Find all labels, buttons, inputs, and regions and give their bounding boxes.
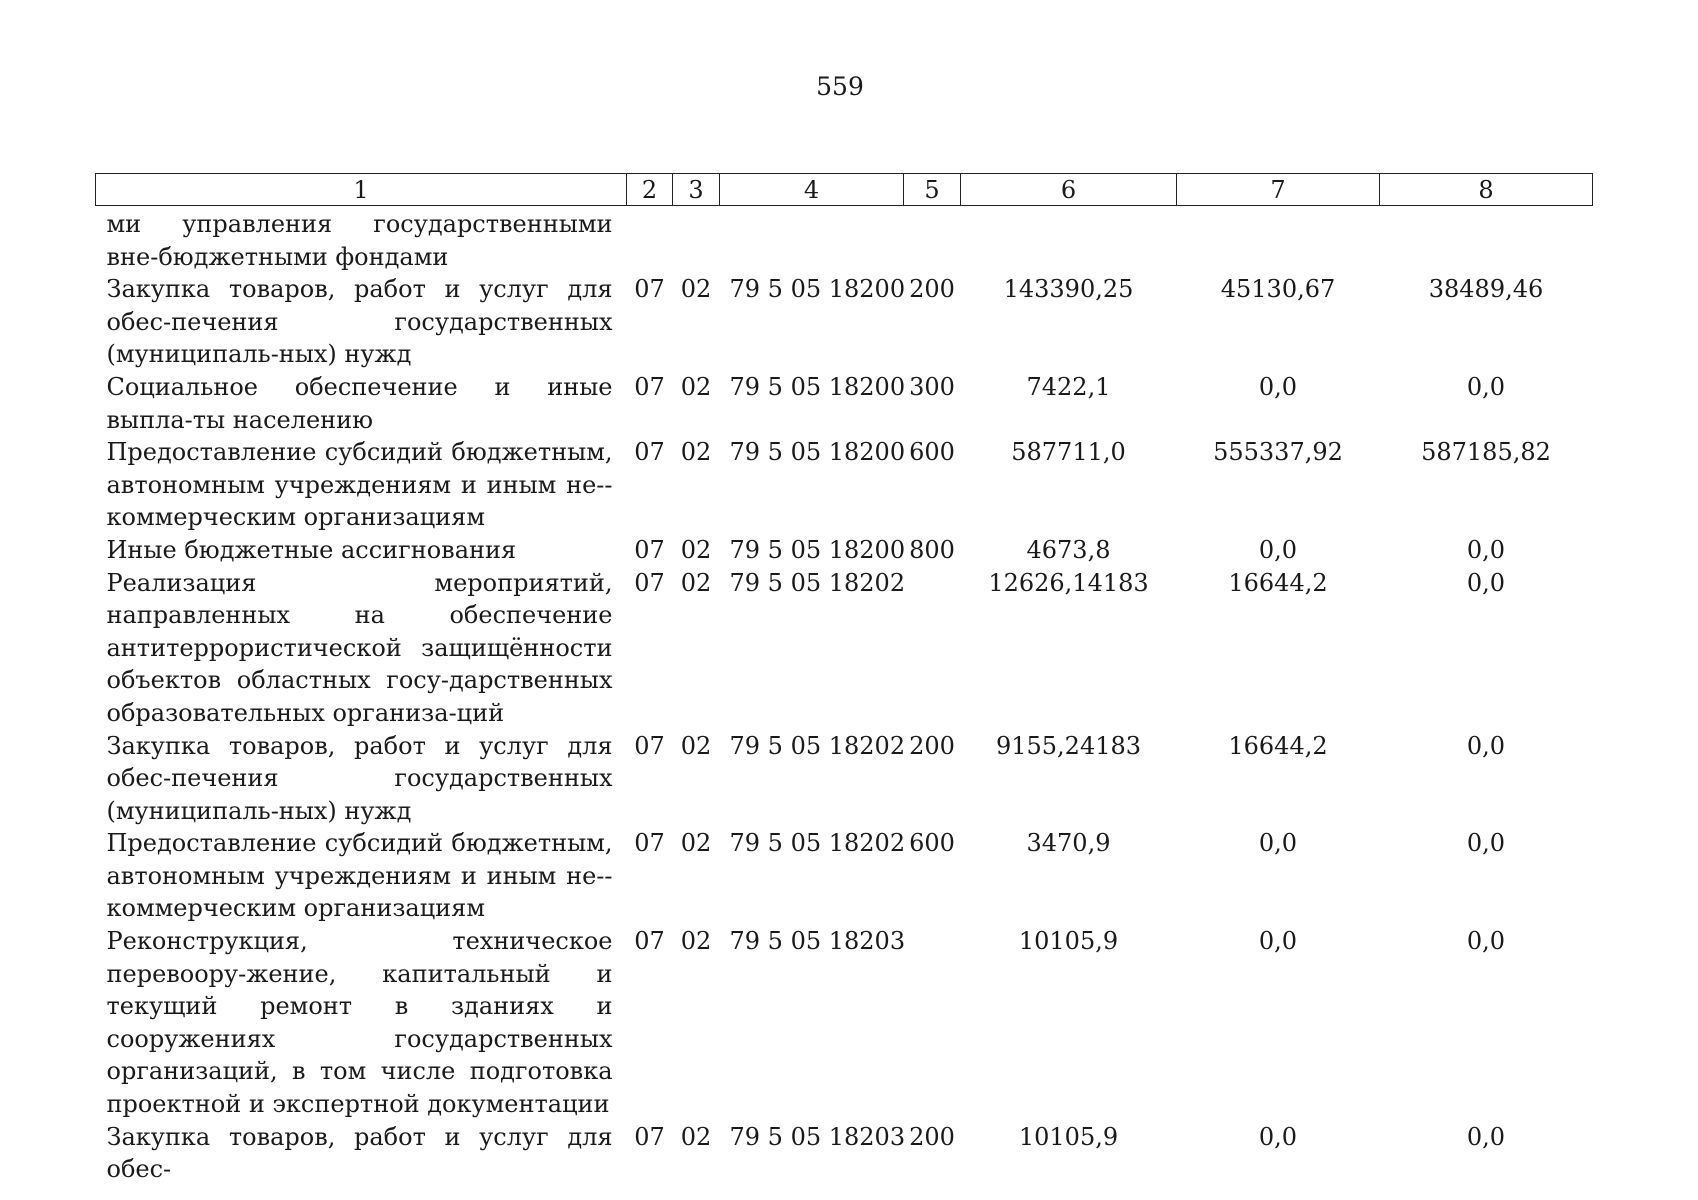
amount-col7-cell: 0,0	[1258, 927, 1298, 956]
amount-col6-cell: 587711,0	[1011, 438, 1126, 467]
column-header-8: 8	[1380, 174, 1593, 206]
section-code-cell: 07	[634, 829, 665, 858]
expense-type-cell: 200	[909, 1122, 955, 1151]
amount-col7-cell: 16644,2	[1228, 568, 1328, 597]
amount-col8-cell: 0,0	[1466, 829, 1506, 858]
amount-col8-cell: 0,0	[1466, 372, 1506, 401]
section-code-cell: 07	[634, 927, 665, 956]
amount-col8-cell: 0,0	[1466, 535, 1506, 564]
amount-col8-cell: 0,0	[1466, 1122, 1506, 1151]
target-article-cell: 79 5 05 18202	[729, 568, 906, 597]
amount-col6-cell	[961, 206, 1177, 274]
target-article-cell: 79 5 05 18203	[729, 1122, 906, 1151]
row-name-cell: ми управления государственными вне-бюджетными фондами	[106, 210, 613, 271]
amount-col8-cell: 0,0	[1466, 731, 1506, 760]
subsection-code-cell: 02	[680, 372, 712, 401]
amount-col7-cell	[1177, 206, 1380, 274]
table-row	[96, 730, 1593, 828]
subsection-code-cell: 02	[680, 568, 712, 597]
amount-col8-cell	[1380, 206, 1593, 274]
section-code-cell: 07	[634, 1122, 665, 1151]
amount-col6-cell: 10105,9	[1018, 1122, 1119, 1151]
column-header-3: 3	[673, 174, 720, 206]
section-code-cell: 07	[634, 731, 665, 760]
amount-col7-cell: 0,0	[1258, 535, 1298, 564]
subsection-code-cell	[673, 206, 720, 274]
column-header-7: 7	[1177, 174, 1380, 206]
table-row	[96, 534, 1593, 567]
row-name-cell: Иные бюджетные ассигнования	[106, 535, 517, 564]
expense-type-cell: 300	[909, 372, 955, 401]
expense-type-cell	[904, 567, 961, 730]
row-name-cell: Предоставление субсидий бюджетным, автономным учреждениям и иным не-коммерческим организациям	[106, 438, 613, 532]
expense-type-cell	[904, 925, 961, 1121]
expense-type-cell: 600	[909, 438, 955, 467]
page-number: 559	[816, 72, 864, 101]
table-row	[96, 206, 1593, 274]
expense-type-cell: 600	[909, 829, 955, 858]
table-row	[96, 567, 1593, 730]
table-row	[96, 827, 1593, 925]
column-header-4: 4	[720, 174, 904, 206]
amount-col6-cell: 7422,1	[1026, 372, 1111, 401]
expense-type-cell: 200	[909, 275, 955, 304]
column-header-2: 2	[627, 174, 673, 206]
amount-col7-cell: 555337,92	[1213, 438, 1343, 467]
subsection-code-cell: 02	[680, 275, 712, 304]
table-row	[96, 925, 1593, 1121]
expense-type-cell	[904, 206, 961, 274]
amount-col8-cell: 587185,82	[1421, 438, 1551, 467]
table-row	[96, 1121, 1593, 1186]
section-code-cell	[627, 206, 673, 274]
target-article-cell: 79 5 05 18202	[729, 829, 906, 858]
target-article-cell: 79 5 05 18202	[729, 731, 906, 760]
target-article-cell: 79 5 05 18200	[729, 438, 906, 467]
table-row	[96, 436, 1593, 534]
table-row	[96, 371, 1593, 436]
amount-col7-cell: 0,0	[1258, 1122, 1298, 1151]
table-header-row	[96, 174, 1593, 206]
subsection-code-cell: 02	[680, 535, 712, 564]
subsection-code-cell: 02	[680, 927, 712, 956]
target-article-cell: 79 5 05 18200	[729, 275, 906, 304]
amount-col6-cell: 143390,25	[1003, 275, 1134, 304]
amount-col8-cell: 0,0	[1466, 927, 1506, 956]
section-code-cell: 07	[634, 372, 665, 401]
expense-type-cell: 800	[909, 535, 955, 564]
subsection-code-cell: 02	[680, 438, 712, 467]
table-body	[96, 206, 1593, 1186]
target-article-cell	[720, 206, 904, 274]
amount-col7-cell: 0,0	[1258, 372, 1298, 401]
amount-col6-cell: 4673,8	[1026, 535, 1111, 564]
row-name-cell: Реконструкция, техническое перевоору-жение, капитальный и текущий ремонт в зданиях и сооружениях государственных организаций, в том числе подготовка проектной и экспертной документации	[106, 927, 613, 1119]
target-article-cell: 79 5 05 18200	[729, 372, 906, 401]
row-name-cell: Социальное обеспечение и иные выпла-ты населению	[106, 372, 613, 434]
amount-col7-cell: 16644,2	[1228, 731, 1328, 760]
target-article-cell: 79 5 05 18203	[729, 927, 906, 956]
subsection-code-cell: 02	[680, 1122, 712, 1151]
target-article-cell: 79 5 05 18200	[729, 535, 906, 564]
section-code-cell: 07	[634, 568, 665, 597]
section-code-cell: 07	[634, 438, 665, 467]
amount-col6-cell: 9155,24183	[995, 731, 1142, 760]
row-name-cell: Закупка товаров, работ и услуг для обес-печения государственных (муниципаль-ных) нужд	[106, 275, 613, 369]
subsection-code-cell: 02	[680, 731, 712, 760]
amount-col8-cell: 38489,46	[1428, 275, 1544, 304]
amount-col6-cell: 10105,9	[1018, 927, 1119, 956]
column-header-5: 5	[904, 174, 961, 206]
subsection-code-cell: 02	[680, 829, 712, 858]
column-header-1: 1	[96, 174, 627, 206]
column-header-6: 6	[961, 174, 1177, 206]
amount-col8-cell: 0,0	[1466, 568, 1506, 597]
amount-col6-cell: 3470,9	[1026, 829, 1111, 858]
amount-col7-cell: 45130,67	[1220, 275, 1336, 304]
amount-col7-cell: 0,0	[1258, 829, 1298, 858]
section-code-cell: 07	[634, 275, 665, 304]
expense-type-cell: 200	[909, 731, 955, 760]
row-name-cell: Закупка товаров, работ и услуг для обес-	[106, 1122, 613, 1184]
section-code-cell: 07	[634, 535, 665, 564]
budget-table	[95, 173, 1593, 1186]
row-name-cell: Закупка товаров, работ и услуг для обес-печения государственных (муниципаль-ных) нужд	[106, 731, 613, 825]
amount-col6-cell: 12626,14183	[988, 568, 1149, 597]
row-name-cell: Реализация мероприятий, направленных на обеспечение антитеррористической защищённости объектов областных госу-дарственных образовательных организа-ций	[106, 568, 613, 727]
table-row	[96, 273, 1593, 371]
row-name-cell: Предоставление субсидий бюджетным, автономным учреждениям и иным не-коммерческим организациям	[106, 829, 613, 923]
